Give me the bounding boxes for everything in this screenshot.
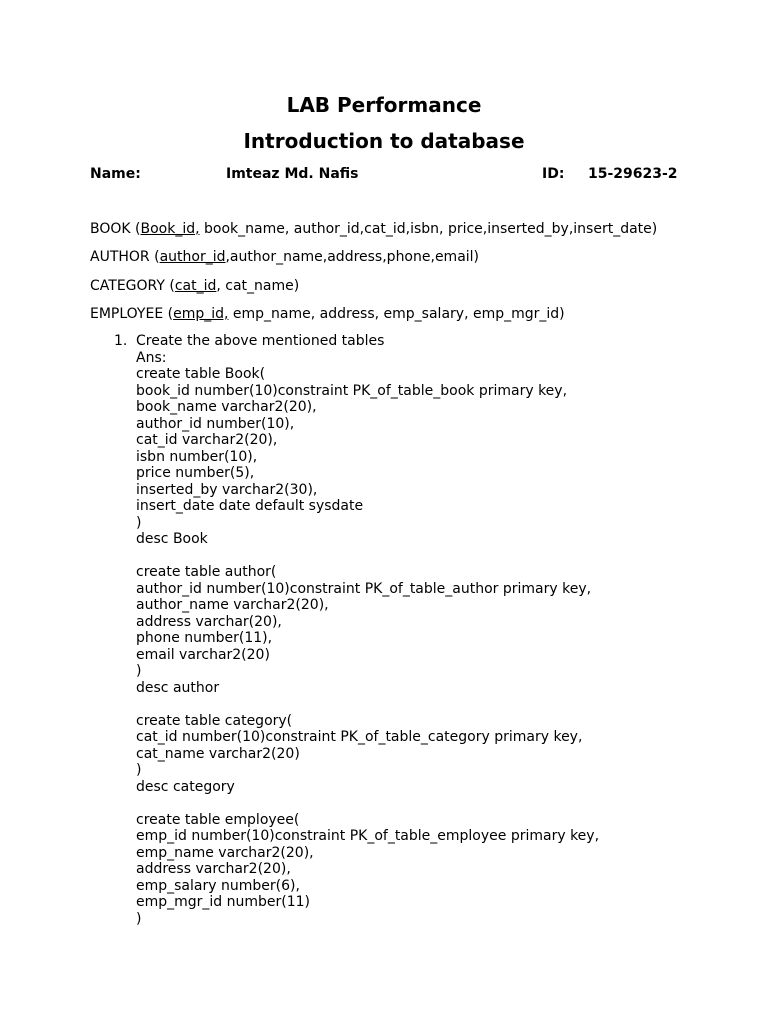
schema-prefix: EMPLOYEE (: [90, 306, 174, 322]
schema-fields: emp_name, address, emp_salary, emp_mgr_id): [228, 306, 565, 322]
code-line: ): [136, 762, 142, 778]
schema-book: [90, 220, 657, 238]
code-line: author_name varchar2(20),: [136, 597, 329, 613]
code-line: book_id number(10)constraint PK_of_table_book primary key,: [136, 382, 568, 399]
code-line: phone number(11),: [136, 630, 273, 646]
code-line: email varchar2(20): [136, 646, 270, 663]
code-line: emp_mgr_id number(11): [136, 894, 311, 910]
code-line: insert_date date default sysdate: [136, 498, 364, 514]
code-line: book_name varchar2(20),: [136, 399, 317, 415]
code-line: address varchar(20),: [136, 613, 282, 630]
schema-primary-key: author_id: [159, 249, 226, 265]
code-line: emp_name varchar2(20),: [136, 844, 314, 861]
schema-fields: book_name, author_id,cat_id,isbn, price,inserted_by,insert_date): [199, 221, 658, 237]
code-line: desc category: [136, 778, 235, 795]
document-subtitle: Introduction to database: [243, 129, 525, 153]
schema-author: [90, 248, 479, 266]
code-line: emp_id number(10)constraint PK_of_table_employee primary key,: [136, 828, 600, 844]
question-number: 1.: [114, 333, 128, 349]
code-line: cat_id varchar2(20),: [136, 432, 278, 448]
schema-primary-key: cat_id: [174, 278, 217, 294]
schema-employee: [90, 305, 565, 323]
schema-primary-key: Book_id,: [140, 221, 200, 237]
code-line: cat_name varchar2(20): [136, 745, 300, 762]
code-line: emp_salary number(6),: [136, 877, 300, 894]
schema-category: [90, 277, 299, 295]
name-label: Name:: [90, 166, 141, 182]
code-line: desc Book: [136, 531, 208, 547]
code-line: [136, 548, 599, 565]
id-label: ID:: [542, 166, 565, 182]
document-title: LAB Performance: [286, 93, 482, 117]
code-line: ): [136, 663, 142, 679]
answer-code-block: [136, 333, 599, 927]
code-line: desc author: [136, 679, 220, 696]
code-line: ): [136, 910, 142, 927]
code-line: create table category(: [136, 712, 293, 729]
code-line: isbn number(10),: [136, 448, 258, 465]
code-line: create table Book(: [136, 366, 266, 382]
code-line: Ans:: [136, 349, 167, 366]
code-line: [136, 696, 599, 713]
name-value: Imteaz Md. Nafis: [226, 166, 359, 182]
code-line: address varchar2(20),: [136, 861, 291, 877]
code-line: author_id number(10)constraint PK_of_table_author primary key,: [136, 580, 592, 597]
schema-prefix: AUTHOR (: [90, 249, 160, 265]
code-line: create table author(: [136, 564, 277, 580]
schema-fields: ,author_name,address,phone,email): [225, 249, 480, 265]
code-line: cat_id number(10)constraint PK_of_table_category primary key,: [136, 729, 583, 745]
code-line: ): [136, 514, 142, 531]
schema-prefix: BOOK (: [90, 221, 141, 237]
code-line: Create the above mentioned tables: [136, 333, 385, 349]
schema-primary-key: emp_id,: [173, 306, 229, 322]
id-value: 15-29623-2: [588, 166, 678, 182]
schema-prefix: CATEGORY (: [90, 278, 175, 294]
code-line: create table employee(: [136, 811, 300, 828]
code-line: author_id number(10),: [136, 415, 295, 432]
code-line: price number(5),: [136, 465, 255, 481]
code-line: inserted_by varchar2(30),: [136, 481, 318, 498]
schema-fields: , cat_name): [216, 278, 300, 294]
code-line: [136, 795, 599, 812]
